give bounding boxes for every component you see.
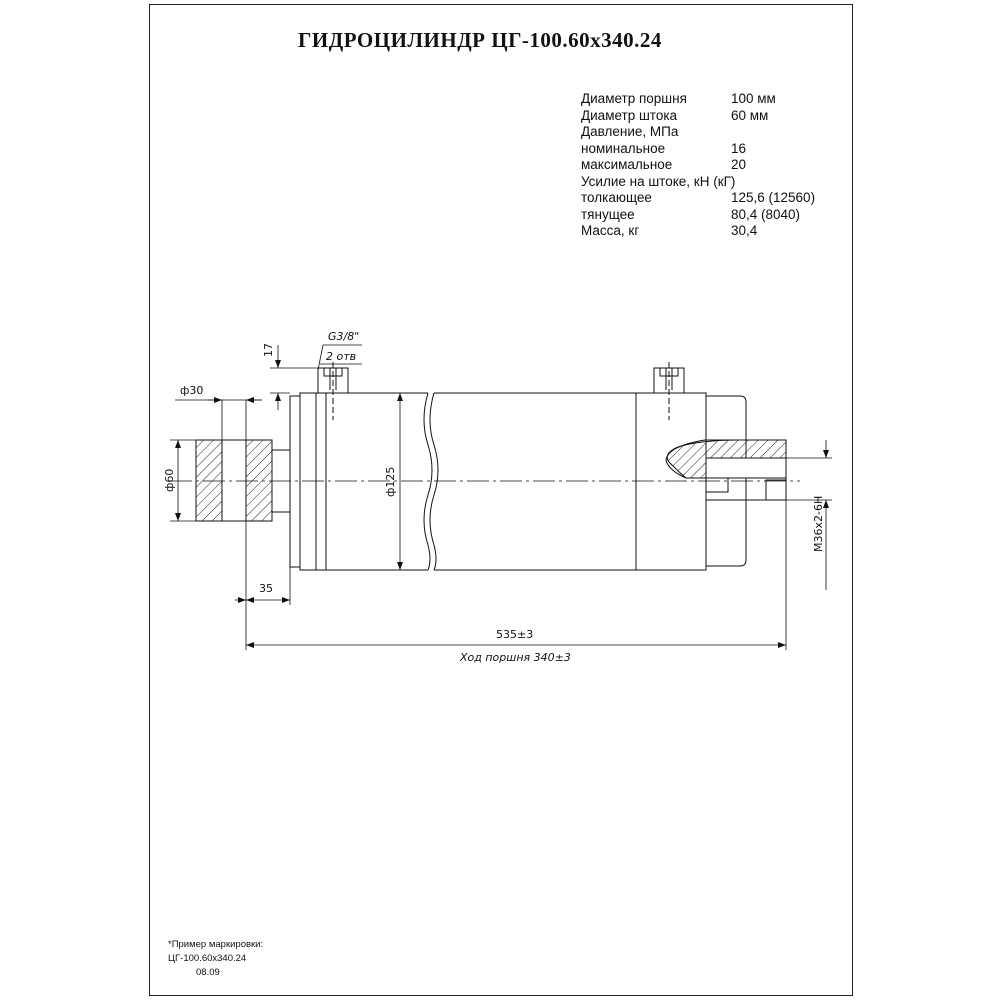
dim-port-thread: G3/8": [328, 330, 360, 343]
dim-eye-hole-dia: ф30: [180, 384, 204, 397]
spec-label: толкающее: [581, 190, 652, 205]
spec-label: тянущее: [581, 206, 635, 222]
spec-label: Диаметр штока: [581, 107, 678, 123]
port-fitting-rear: [654, 362, 684, 420]
dim-eye-offset: 35: [259, 582, 273, 595]
dim-port-offset: 17: [262, 343, 275, 357]
drawing-title: ГИДРОЦИЛИНДР ЦГ-100.60х340.24: [298, 28, 662, 52]
spec-value: 60 мм: [731, 107, 769, 123]
barrel: [326, 393, 706, 570]
cap-breakout-section: [666, 440, 786, 478]
spec-value: 125,6 (12560): [731, 190, 816, 205]
front-flange: [290, 393, 326, 570]
marking-heading: *Пример маркировки:: [168, 939, 264, 950]
spec-label: Давление, МПа: [581, 124, 679, 139]
spec-label: Диаметр поршня: [581, 91, 687, 106]
port-fitting-front: [318, 362, 348, 420]
rod-eye-section: [196, 440, 290, 521]
spec-label: максимальное: [581, 157, 673, 172]
spec-label: номинальное: [581, 140, 666, 156]
spec-label: Масса, кг: [581, 223, 640, 238]
spec-value: 80,4 (8040): [731, 206, 801, 222]
spec-label: Усилие на штоке, кН (кГ): [581, 173, 736, 189]
dim-body-dia: ф125: [384, 466, 397, 497]
marking-example: [168, 938, 263, 980]
spec-value: 100 мм: [731, 91, 776, 106]
dim-overall-length: 535±3: [496, 628, 534, 641]
dim-thread: М36х2-6Н: [812, 495, 825, 552]
spec-value: 30,4: [731, 223, 758, 238]
marking-date: 08.09: [196, 967, 220, 978]
marking-code: ЦГ-100.60х340.24: [168, 953, 247, 964]
dim-port-count: 2 отв: [326, 350, 357, 363]
spec-value: 16: [731, 140, 747, 156]
spec-value: 20: [731, 157, 747, 172]
dim-eye-outer-dia: ф60: [163, 468, 176, 492]
dim-stroke: Ход поршня 340±3: [460, 651, 571, 664]
